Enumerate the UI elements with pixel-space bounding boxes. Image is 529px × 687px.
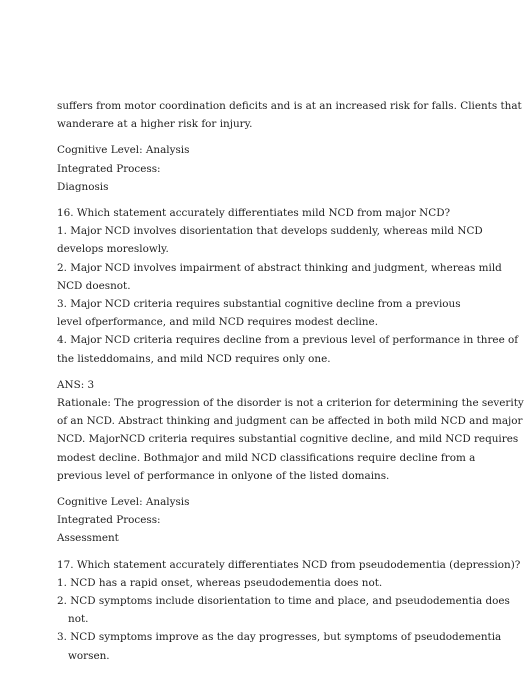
- meta-block-1: [57, 141, 487, 196]
- question-stem: 17. Which statement accurately differentiates NCD from pseudodementia (depression)?: [57, 558, 521, 571]
- option-2: [57, 592, 510, 628]
- option-line: 3. Major NCD criteria requires substantial cognitive decline from a previous: [57, 298, 461, 311]
- rationale-line: NCD. MajorNCD criteria requires substantial cognitive decline, and mild NCD requires: [57, 433, 519, 446]
- rationale-line: previous level of performance in onlyone of the listed domains.: [57, 469, 390, 482]
- rationale-line: Rationale: The progression of the disorder is not a criterion for determining the severity: [57, 397, 524, 410]
- rationale-line: modest decline. Bothmajor and mild NCD classifications require decline from a: [57, 451, 476, 464]
- integrated-process-value: Assessment: [57, 532, 119, 545]
- option-3: [57, 628, 502, 664]
- question-17: [57, 556, 521, 665]
- option-line: worsen.: [68, 649, 110, 662]
- option-line: not.: [68, 613, 89, 626]
- document-body: [57, 97, 524, 665]
- option-line: the listeddomains, and mild NCD requires only one.: [57, 352, 331, 365]
- option-line: 1. Major NCD involves disorientation that develops suddenly, whereas mild NCD: [57, 225, 483, 238]
- option-line: NCD doesnot.: [57, 279, 131, 292]
- question-16: [57, 204, 519, 368]
- option-line: 2. Major NCD involves impairment of abstract thinking and judgment, whereas mild: [57, 261, 502, 274]
- cognitive-level: Cognitive Level: Analysis: [57, 144, 190, 157]
- meta-block-2: [57, 493, 487, 548]
- integrated-process-value: Diagnosis: [57, 180, 109, 193]
- option-4: [57, 331, 519, 367]
- option-1: [57, 574, 487, 592]
- answer: ANS: 3: [57, 378, 95, 391]
- option-line: 4. Major NCD criteria requires decline from a previous level of performance in three of: [57, 334, 519, 347]
- option-line: develops moreslowly.: [57, 243, 169, 256]
- option-2: [57, 259, 502, 295]
- option-line: 1. NCD has a rapid onset, whereas pseudodementia does not.: [57, 576, 383, 589]
- rationale-line: of an NCD. Abstract thinking and judgment can be affected in both mild NCD and major: [57, 415, 523, 428]
- integrated-process-label: Integrated Process:: [57, 162, 161, 175]
- option-line: level ofperformance, and mild NCD requires modest decline.: [57, 316, 379, 329]
- question-stem: 16. Which statement accurately differentiates mild NCD from major NCD?: [57, 207, 451, 220]
- cognitive-level: Cognitive Level: Analysis: [57, 496, 190, 509]
- answer-block: [57, 376, 524, 485]
- intro-paragraph: [57, 97, 522, 133]
- text-line: suffers from motor coordination deficits and is at an increased risk for falls. Clients that: [57, 100, 522, 112]
- integrated-process-label: Integrated Process:: [57, 514, 161, 527]
- option-line: 2. NCD symptoms include disorientation to time and place, and pseudodementia does: [57, 595, 510, 608]
- option-3: [57, 295, 487, 331]
- text-line: wanderare at a higher risk for injury.: [57, 118, 253, 131]
- option-1: [57, 222, 487, 258]
- option-line: 3. NCD symptoms improve as the day progresses, but symptoms of pseudodementia: [57, 631, 502, 644]
